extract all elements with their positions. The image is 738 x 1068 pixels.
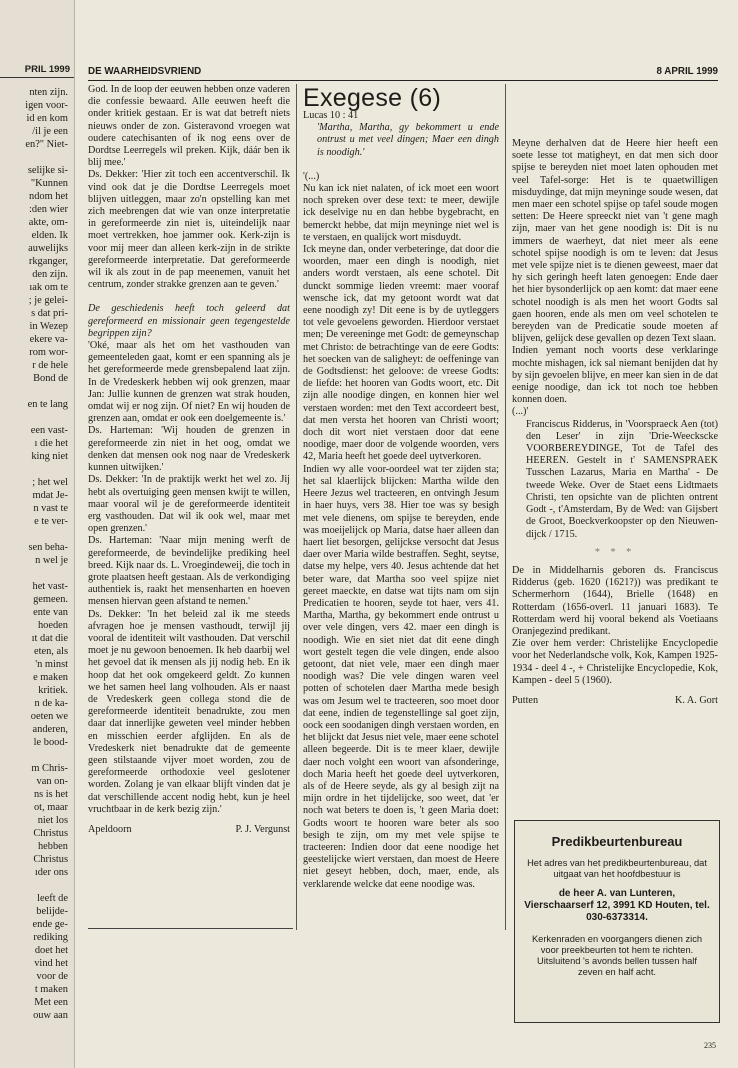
gutter-line: ente van <box>33 607 68 618</box>
gutter-line: ndom het <box>29 191 68 202</box>
gutter-line: ns is het <box>33 789 68 800</box>
gutter-line: e maken <box>33 672 68 683</box>
gutter-line: igen voor- <box>25 100 68 111</box>
gutter-line: ı die het <box>34 438 68 449</box>
gutter-line: belijde- <box>36 906 68 917</box>
gutter-line: doet het <box>34 945 68 956</box>
gutter-line: le bood- <box>33 737 68 748</box>
gutter-line: ekere va- <box>29 334 68 345</box>
gutter-line: voor de <box>36 971 68 982</box>
paragraph: God. In de loop der eeuwen hebben onze vaderen die confessie bewaard. Alle eeuwen heeft die onder kritiek gestaan. Er is wat dat betreft niets nieuws onder de zon. Gisteravond vroegen wat oudere catechisanten of ik nog eens over de Dordtse Leerregels wil preken. Kijk, dáár ben ik blij mee.' <box>88 84 290 169</box>
bible-quote: 'Martha, Martha, gy bekommert u ende ontrust u met veel dingen; Maer een dingh is noodigh.' <box>317 122 499 158</box>
gutter-line: /il je een <box>32 126 68 137</box>
previous-page-text <box>0 86 68 1022</box>
gutter-line: en te lang <box>27 399 68 410</box>
gutter-line: Bond de <box>33 373 68 384</box>
paragraph: Ds. Harteman: 'Wij houden de grenzen in gereformeerde zin niet in het oog, omdat we denken dat mensen ook nog naar de Vredeskerk kunnen uitwijken.' <box>88 425 290 474</box>
box-instructions: Kerkenraden en voorgangers dienen zich voor preekbeurten tot hem te richten. Uitsluitend 's avonds bellen tussen half zeven en half acht. <box>531 934 703 977</box>
gutter-line: en?" Niet- <box>25 139 68 150</box>
exegese-continued-column <box>512 138 718 707</box>
gutter-line <box>0 567 68 580</box>
gutter-line: "Kunnen <box>30 178 68 189</box>
interview-question: De geschiedenis heeft toch geleerd dat gereformeerd en missionair geen tegengestelde begrippen zijn? <box>88 303 290 339</box>
gutter-line: m Chris- <box>31 763 68 774</box>
gutter-line: n de ka- <box>34 698 68 709</box>
gutter-line <box>0 879 68 892</box>
gutter-line: leeft de <box>37 893 68 904</box>
signature-author: K. A. Gort <box>674 694 718 706</box>
predikbeurtenbureau-box <box>514 820 720 1023</box>
paragraph: De in Middelharnis geboren ds. Franciscus Ridderus (geb. 1620 (1621?)) was predikant te Schermerhorn (1644), Brielle (1648) en Rotterdam (1656-overl. 11 januari 1683). Te Rotterdam werd hij vooral bekend als Voetiaans Oranjegezind predikant. <box>512 564 718 637</box>
gutter-line: Christus <box>33 854 68 865</box>
gutter-line: selijke si- <box>27 165 68 176</box>
gutter-line: r de hele <box>32 360 68 371</box>
box-intro: Het adres van het predikbeurtenbureau, dat uitgaat van het hoofdbestuur is <box>527 858 707 879</box>
ellipsis: '(...) <box>303 170 320 182</box>
gutter-line: rkganger, <box>28 256 68 267</box>
gutter-line: hoeden <box>37 620 68 631</box>
gutter-line: ıt dat die <box>31 633 68 644</box>
column-divider <box>296 84 297 930</box>
gutter-line: Met een <box>34 997 68 1008</box>
signature <box>88 824 290 836</box>
gutter-line: ouw aan <box>33 1010 68 1021</box>
exegese-column <box>303 110 499 891</box>
gutter-line: t maken <box>34 984 68 995</box>
gutter-line: 'n minst <box>35 659 68 670</box>
gutter-line: rediking <box>33 932 68 943</box>
gutter-line: e te ver- <box>34 516 68 527</box>
article-title: Exegese (6) <box>303 84 442 112</box>
page-number: 235 <box>704 1041 716 1050</box>
paragraph: Ds. Dekker: 'Hier zit toch een accentverschil. Ik vind ook dat je die Dordtse Leerregels moet blijven uitleggen, maar zo'n opstelling kan met zich meebrengen dat wie van onze interpretatie in gereformeerde zin niet is, uiteindelijk naar moet vertrekken, hoe jammer ook. Kerk-zijn is voor mij meer dan alleen kerk-zijn in de strikte gereformeerde interpretatie. Dat gereformeerde wil ik als zout in de pap meenemen, vanuit het centrum, zonder strakke grenzen aan te geven.' <box>88 169 290 291</box>
gutter-line: sen beha- <box>28 542 68 553</box>
gutter-line: n wel je <box>35 555 68 566</box>
gutter-line: een vast- <box>30 425 68 436</box>
gutter-line: gemeen. <box>33 594 68 605</box>
gutter-line <box>0 463 68 476</box>
paragraph: Meyne derhalven dat de Heere hier heeft een soete lesse tot matigheyt, en dat men sich door spijse te bereyden niet moet laten ophouden met veel Tafel-sorge: Het is te quaetwilligen misduydinge, dat mijn meyninge soude wesen, dat men maer een schotel spijse op tafel soude mogen setten: De Heere spreeckt niet van 't gene magh zijn, maer van het gene noodigh is: Dit is nu immers de waerheyt, dat niet meer als eene schotel spijse noodigh is om te leven: dat Jesus met vele spijze niet is te dienen geweest, maer dat hy sich geringh heeft laten genoegen: Ende daer het hier bysonderlijck op aen komt: dat maer eene schotel noodigh is als men het woort Godts sal gaen hooren, ende als men om veel schotelen te bereyden van de Predicatie soude moeten af blijven, gelijck dese gevallen op dezen Text slaan. <box>512 138 718 345</box>
gutter-line: rom wor- <box>29 347 68 358</box>
gutter-line: elden. Ik <box>31 230 68 241</box>
gutter-line: akte, om- <box>28 217 68 228</box>
section-separator: * * * <box>594 546 636 558</box>
source-citation: Franciscus Ridderus, in 'Voorspraeck Aen (tot) den Leser' in zijn 'Drie-Weeckscke VOORBEREYDINGE, Tot de Tafel des HEEREN. Gestelt in t' SAMENSPRAEK Tusschen Lazarus, Maria en Martha' - De tweede Weke. Over de Staet eens Lidtmaets Christi, ten opsichte van de plichten ontrent Godt -, t'Amsterdam, By de Wed: van Gijsbert de Groot, Boeckverkoopster op den Nieuwen-dijck / 1715. <box>526 418 718 540</box>
paragraph: 'Oké, maar als het om het vasthouden van gemeenteleden gaat, komt er een spanning als je het gereformeerde mede grensbepalend laat zijn. In de Vredeskerk hebben wij ook grenzen, maar Jan: Jullie kunnen de grenzen wat strak houden, omdat wij er nog zijn. Of niet? En wij houden de grenzen aan, omdat er ook een doelgemeente is.' <box>88 340 290 425</box>
gutter-line: kritiek. <box>38 685 68 696</box>
gutter-line: king niet <box>31 451 68 462</box>
paragraph: Indien yemant noch voorts dese verklaringe mochte mishagen, ick sal niemant benijden dat hy by sijn gevoelen blijve, en meer kan sien in de dat eenige noodige, dan ick tot noch toe hebben konnen doen. <box>512 345 718 406</box>
previous-page-gutter <box>0 0 75 1068</box>
gutter-line: het vast- <box>32 581 68 592</box>
gutter-line: auwelijks <box>28 243 68 254</box>
signature-author: P. J. Vergunst <box>235 823 290 835</box>
article-end-rule <box>88 928 293 929</box>
gutter-line <box>0 385 68 398</box>
gutter-line: vind het <box>34 958 68 969</box>
ellipsis: (...)' <box>512 406 529 418</box>
paragraph: Zie over hem verder: Christelijke Encyclopedie voor het Nederlandsche volk, Kok, Kampen 1925-1934 - deel 4 -, + Christelijke Encyclopedie, Kok, Kampen - deel 5 (1960). <box>512 638 718 686</box>
issue-date: 8 APRIL 1999 <box>656 66 718 77</box>
gutter-line: niet los <box>37 815 68 826</box>
gutter-line: :den wier <box>29 204 68 215</box>
gutter-line: anderen, <box>32 724 68 735</box>
gutter-line: van on- <box>36 776 68 787</box>
gutter-line: eten, als <box>33 646 68 657</box>
gutter-line: n vast te <box>33 503 68 514</box>
gutter-line: mdat Je- <box>32 490 68 501</box>
gutter-line <box>0 151 68 164</box>
publication-name: DE WAARHEIDSVRIEND <box>88 66 202 77</box>
gutter-line: den zijn. <box>32 269 68 280</box>
gutter-line: ot, maar <box>33 802 68 813</box>
page-header <box>88 66 718 81</box>
signature-place: Putten <box>512 694 539 706</box>
gutter-line <box>0 528 68 541</box>
signature-place: Apeldoorn <box>88 823 132 835</box>
gutter-line: s dat pri- <box>31 308 68 319</box>
gutter-line: ende ge- <box>32 919 68 930</box>
gutter-line <box>0 411 68 424</box>
gutter-line: ıak om te <box>29 282 68 293</box>
gutter-line: oeten we <box>30 711 68 722</box>
gutter-line: ; je gelei- <box>28 295 68 306</box>
gutter-line: hebben <box>37 841 68 852</box>
paragraph: Ds. Harteman: 'Naar mijn mening werft de gereformeerde, de bevindelijke prediking heel breed. Kijk naar ds. L. Vroegindeweij, die toch in grote plaatsen heeft gestaan. Als de verkondiging authentiek is, raakt het mensenharten en hoeven mensen hiervan geen afstand te nemen.' <box>88 535 290 608</box>
paragraph: Ds. Dekker: 'In de praktijk werkt het wel zo. Jij hebt als overtuiging geen mensen kwijt te willen, maar vooral wil je de gereformeerde identiteit erg vasthouden. Dat wil ik ook wel, maar met open grenzen.' <box>88 474 290 535</box>
gutter-line: Christus <box>33 828 68 839</box>
gutter-line: nten zijn. <box>29 87 68 98</box>
interview-column <box>88 84 290 836</box>
gutter-line: in Wezep <box>29 321 68 332</box>
gutter-line: ıder ons <box>34 867 68 878</box>
signature <box>512 695 718 707</box>
gutter-line: ; het wel <box>32 477 68 488</box>
box-title: Predikbeurtenbureau <box>551 834 683 849</box>
paragraph: Indien wy alle voor-oordeel wat ter zijden sta; het sal klaerlijck blijcken: Martha wilde den Heere Jezus wel tracteeren, en ontvingh Jesum in haer huys, vers 38. Hier toe was sy besigh met vele dienens, om spijse te bereyden, ende was moeijelijck op Maria, datse haer alleen dan haert liet besorgen, gelijckse versocht dat Jesus daer over Maria wilde bestraffen. Seght, seytse, datse my helpe, vers 40. Jesus achtende dat het beter ware, dat Martha soo veel spijze niet gereet maeckte, en datse wat tijts nam om sijn Predicatien te hooren, seyde tot haer, vers 41. Martha, Martha, gy bekommert ende ontrust u over vele dingen, vers 42. maer een dingh is noodigh. Wie en siet niet dat dit eene dingh wort gestelt tegen die vele dingen, ende alsoo getoont, dat niet vele, maer een dingh maer noodigh was? Die vele dingen waren veel potten of schotelen daer Martha mede besigh was om Jesum wel te tracteeren, soo moet door dat eene, indien de tegenstellinge sal goet zijn, oock een soodanigen dingh verstaen worden, en het blijckt dat Jesus niet vele, maer eene schotel alleen begeerde. Dit is te meer klaer, dewijle daer noch volght een woort van afsonderinge, doch Maria heeft het goede deel uytverkoren, als of de Heere seyde, als gy al besigh zijt na mijn ordre in het tijdelijcke, soo weet, dat 'er noch wat beters te doen is, 't geen Maria doet: Godts woort te hooren ware beter als soo besigh te zijn, om my met vele spijse te tracteeren: Indien door dat eene noodige het geestelijcke wiert verstaen, dan moest de Heere niet geseyt hebben, doch, maer, ende, als verklarende welcke dat eene noodige was. <box>303 463 499 890</box>
gutter-line: id en kom <box>26 113 68 124</box>
paragraph: Ds. Dekker: 'In het beleid zal ik me steeds afvragen hoe je mensen vasthoudt, terwijl jij vooral de identiteit wilt vasthouden. Dat verschil moet je nu gewoon benoemen. Ik heb daarbij wel het gevoel dat ik mensen als jij nodig heb. En ik hoop dat het ook omgekeerd geldt. Zo kunnen we het samen heel lang volhouden. Als er naast de Vredeskerk geen collega stond die de gereformeerde identiteit benadrukte, zou men daar dat innerlijke geweten veel minder hebben en misschien eerder afglijden. En als de Vredeskerk niet benadrukte dat de gemeente geen stilstaande vijver moet worden, zou de gereformeerde orthodoxie veel geslotener worden. Zolang je van elkaar blijft vinden dat je dat verschillende accent nodig hebt, kun je heel vruchtbaar in de kerk bezig zijn.' <box>88 608 290 815</box>
box-address: de heer A. van Lunteren, Vierschaarserf 12, 3991 KD Houten, tel. 030-6373314. <box>524 888 710 923</box>
paragraph: Ick meyne dan, onder verbeteringe, dat door die woorden, maer een dingh is noodigh, niet anders wordt verstaen, als eene schotel. Dit dunckt sommige lieden vreemt: maer vooraf wensche ick, dat my getoont wordt wat dat eene noodigh zy! Dit eene is by de uytleggers tot vele gevoelens geworden. Hierdoor verstaet men; De vereeninge met Godt: de gemeynschap met Christo: de betrachtinge van de eere Godts: het soecken van de saligheyt: de oeffeninge van de Godtsdienst: het geloove: de vreese Godts: de liefde: het hooren van Godts woort, etc. Dit zijn alle noodige dingen, en konnen hier wel verstaen worden: met den Text accordeert best, dat men versta het hooren van Christi woort; doch dit wort niet verstaen door dat eene noodige, maer door de volgende woorden, vers 42, Maria heeft het goede deel uytverkoren. <box>303 244 499 463</box>
bible-reference: Lucas 10 : 41 <box>303 110 359 121</box>
gutter-line <box>0 749 68 762</box>
paragraph: Nu kan ick niet nalaten, of ick moet een woort noch spreken over dese text: te meer, dewijle ick deselvige nu en dan hebbe bygebracht, en bemerckt hebbe, dat mijn meyninge niet wel is te verstaen, en qualijck wort misduydt. <box>303 183 499 243</box>
previous-page-header: PRIL 1999 <box>0 63 74 78</box>
column-divider <box>505 84 506 930</box>
